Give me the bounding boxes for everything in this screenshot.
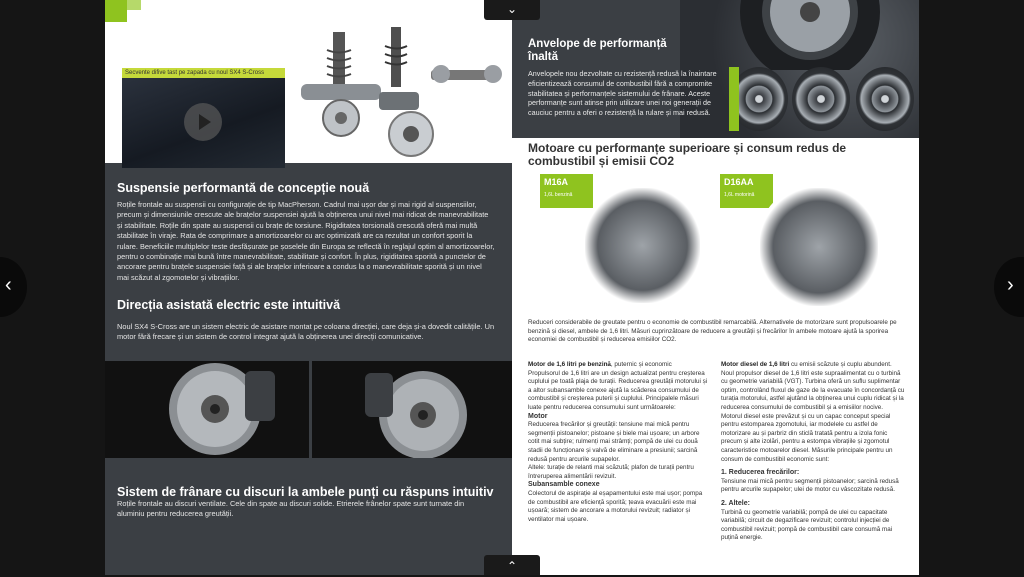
engine-badge-m16a: [540, 174, 593, 208]
petrol-intro: Propulsorul de 1,6 litri are un design actualizat pentru creșterea cuplului pe toată plaja de turații. Reducerea greutății motorului și a altor subansamble conexe ajută la scăderea consumului de combustibil și creșterea puterii și cuplului. Principalele măsuri luate pentru reducerea consumului sunt următoarele:: [528, 369, 708, 411]
diesel-item1-text: Tensiune mai mică pentru segmenții pistoanelor; sarcină redusă pentru arcurile supapelor; ulei de motor cu vâscozitate redusă.: [721, 477, 899, 494]
diesel-item2-heading: 2. Altele:: [721, 499, 750, 507]
rim-icon-3: [856, 67, 914, 131]
petrol-heading: Motor de 1,6 litri pe benzină: [528, 361, 611, 368]
suspension-illustration: [283, 22, 512, 162]
engine-badge-d16aa: [720, 174, 773, 208]
chevron-left-icon: ‹: [5, 274, 12, 296]
chevron-down-icon: ⌄: [506, 2, 518, 16]
engines-intro: Reduceri considerabile de greutate pentru o economie de combustibil remarcabilă. Alternativele de motorizare sunt propulsoarele pe benzină și diesel, ambele de 1,6 litri. Măsuri cuprinzătoare de reducere a greutății și frecărilor în ambele motoare ajută la sporirea economiei de combustibil și reducerea emisiilor CO2.: [528, 319, 897, 344]
engines-title: Motoare cu performanțe superioare și consum redus de combustibil și emisii CO2: [528, 141, 847, 168]
steering-title: Direcția asistată electric este intuitivă: [117, 298, 341, 312]
engine-m16a-sub: 1,6L benzină: [544, 192, 573, 198]
rim-icon-2: [792, 67, 850, 131]
engine-m16a-label: M16A: [544, 177, 569, 187]
chevron-up-icon: ⌃: [506, 559, 518, 573]
diesel-item2-text: Turbină cu geometrie variabilă; pompă de ulei cu capacitate variabilă; circuit de degazificare revizuit; controlul injecției de combustibil revizuit; pompă de combustibil care consumă mai puțină energie.: [721, 508, 893, 542]
diesel-column: [721, 361, 905, 543]
engine-d16aa-label: D16AA: [724, 177, 754, 187]
petrol-column: [528, 361, 708, 524]
brakes-title: Sistem de frânare cu discuri la ambele punți cu răspuns intuitiv: [117, 485, 494, 499]
petrol-heading-rest: , puternic și economic: [610, 361, 672, 368]
petrol-motor-heading: Motor: [528, 412, 548, 420]
play-icon[interactable]: [184, 103, 222, 141]
right-page: [512, 0, 919, 575]
tyres-title: [528, 38, 667, 64]
toggle-bottom-toolbar-button[interactable]: [484, 555, 540, 575]
engine-d16aa-photo: [760, 188, 878, 306]
suspension-title: Suspensie performantă de concepție nouă: [117, 181, 370, 195]
steering-text: Noul SX4 S-Cross are un sistem electric de asistare montat pe coloana direcției, care deja și-a dovedit calitățile. Un motor fără frecare și un sistem de control integrat ajută la obținerea unei direcții comunicative.: [117, 322, 495, 342]
tyres-text: Anvelopele nou dezvoltate cu rezistență redusă la înaintare eficientizează consumul de combustibil fără a compromite stabilitatea și performanțele sistemului de frânare. Aceste performanțe sunt atinse prin utilizare unei noi generații de cauciuc pentru a oferi o rezistență la rulare și mai redusă.: [528, 69, 717, 118]
video-caption: Secvente difive tast pe zapada cu noul SX4 S-Cross: [122, 68, 285, 78]
diesel-text: Noul propulsor diesel de 1,6 litri este supraalimentat cu o turbină cu geometrie variabilă (VGT). Turbina oferă un suflu suplimentar optim, controlând fluxul de gaze de la evacuate în concordanță cu turația motorului, astfel ajutând la obținerea unui cuplu ridicat și la reducerea consumului de combustibil și a emisiilor nocive. Motorul diesel este prevăzut și cu un capac conceput special pentru estomparea zgomotului, iar modelele cu astfel de motorizare au și parbriz din sticlă tratată pentru a izola fonic precum și alte izolări, pentru a estompa vibrațiile și zgomotul caracteristice motoarelor diesel. Măsurile principale pentru un consum de combustibil economic sunt:: [721, 369, 905, 463]
left-page: [105, 0, 512, 575]
toggle-top-toolbar-button[interactable]: [484, 0, 540, 20]
accent-strip: [729, 67, 739, 131]
previous-page-button[interactable]: [0, 257, 27, 317]
accent-square: [105, 0, 127, 22]
petrol-other-text: Altele: turație de relanti mai scăzută; plafon de turații pentru întreruperea alimentării revizuit.: [528, 464, 694, 480]
brakes-text: Roțile frontale au discuri ventilate. Cele din spate au discuri solide. Etrierele frânelor spate sunt turnate din aluminiu pentru reducerea greutății.: [117, 499, 465, 519]
petrol-sub-heading: Subansamble conexe: [528, 481, 600, 489]
diesel-heading: Motor diesel de 1,6 litri: [721, 361, 790, 368]
chevron-right-icon: ›: [1007, 274, 1014, 296]
diesel-heading-rest: cu emisii scăzute și cuplu abundent.: [789, 361, 892, 368]
tyres-title-line1: Anvelope de performanță: [528, 38, 667, 50]
next-page-button[interactable]: [994, 257, 1024, 317]
engine-d16aa-sub: 1,6L motorină: [724, 192, 755, 198]
petrol-sub-text: Colectorul de aspirație al eșapamentului este mai ușor; pompa de combustibil are eficiență sporită; țeava evacuării este mai ușoară; sistem de ancorare a motorului revizuit; radiator și ventilator mai ușoare.: [528, 489, 703, 523]
diesel-item1-heading: 1. Reducerea frecărilor:: [721, 469, 800, 477]
suspension-text: Roțile frontale au suspensii cu configurație de tip MacPherson. Cadrul mai ușor dar și mai rigid al suspensiilor, precum și dimensiunile crescute ale brațelor suspensiei ajută la obținerea unui nivel mai ridicat de manevrabilitate și stabilitate. Roțile din spate au suspensii cu brațe de torsiune. Rigiditatea torsională crescută oferă mai multă stabilitate în viraje. Rata de comprimare a amortizoarelor cu arc optimizată are ca rezultat un confort sporit la rulare. Beneficiile multiplelor teste desfășurate pe șoselele din Europa se reflectă în reglajul optim al amortizoarelor, pentru o combinație mai bună între manevrabilitate, stabilitate și confort. În plus, rigiditatea sporită a punctelor de ancorare pentru brațele suspensiei față și ale brațelor inferioare a condus la o manevrabilitate sporită și un nivel mai scăzut al zgomotelor și vibrațiilor.: [117, 200, 495, 282]
accent-square-small: [127, 0, 141, 10]
engine-m16a-photo: [585, 188, 700, 303]
petrol-motor-text: Reducerea frecărilor și greutății: tensiune mai mică pentru segmenții pistoanelor; pistoane și biele mai ușoare; un arbore cotit mai subțire; rulmenți mai strâmți; pompă de ulei cu două stadii de funcționare și valvă de eliminare a presiunii; sarcină redusă pentru arcurile supapelor.: [528, 421, 700, 463]
tyres-title-line2: înaltă: [528, 51, 559, 63]
video-player[interactable]: [122, 68, 285, 168]
photo-divider: [309, 361, 312, 458]
